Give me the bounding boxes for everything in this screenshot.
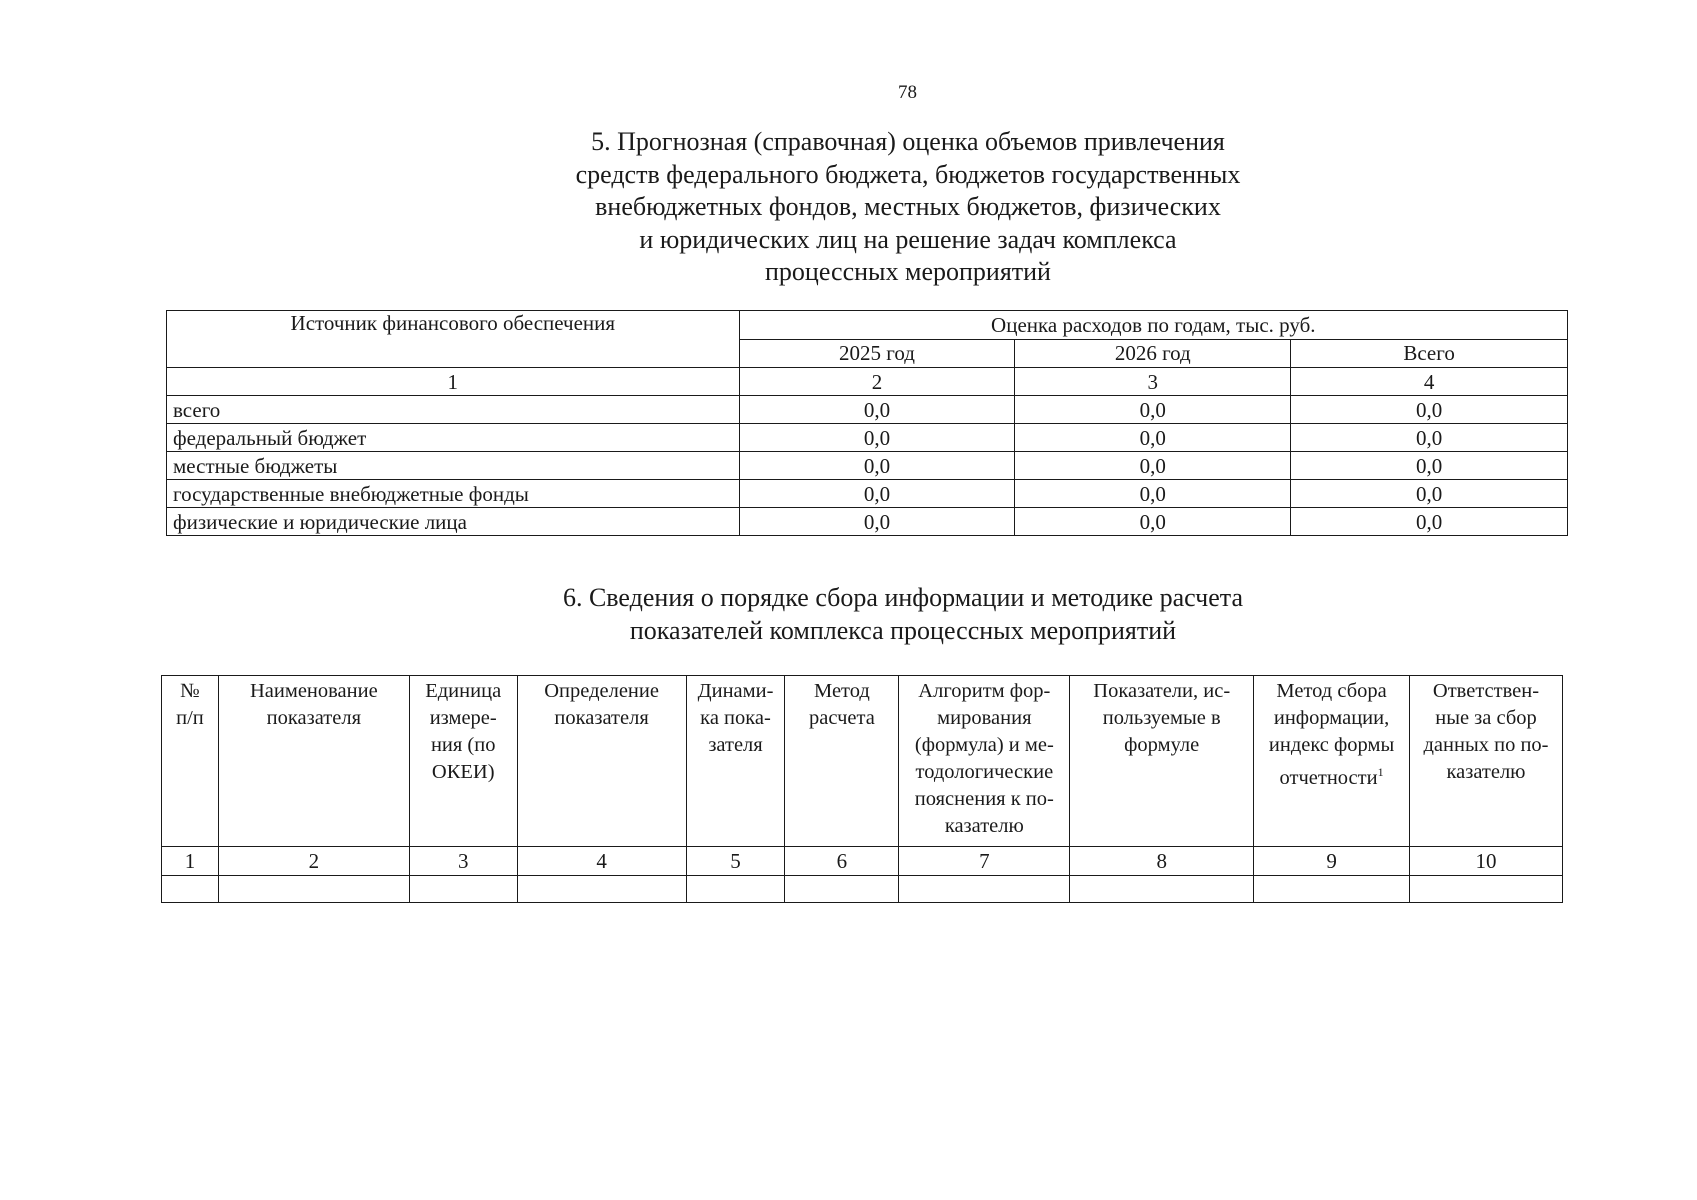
header-line: Метод сбора <box>1276 680 1387 702</box>
header-unit <box>409 676 517 847</box>
section-5-title-line: 5. Прогнозная (справочная) оценка объемов привлечения <box>591 127 1225 156</box>
header-line: (формула) и ме- <box>914 734 1054 756</box>
column-number: 4 <box>1291 368 1568 396</box>
table-row <box>167 452 1568 480</box>
table-header-row <box>162 676 1563 847</box>
header-line: Ответствен- <box>1432 680 1540 702</box>
header-total: Всего <box>1291 339 1568 368</box>
value-cell: 0,0 <box>1291 508 1568 536</box>
column-number-row <box>167 368 1568 396</box>
header-collection-method <box>1254 676 1410 847</box>
source-cell: местные бюджеты <box>167 452 740 480</box>
header-line: зателя <box>708 734 763 756</box>
empty-cell <box>1070 876 1254 903</box>
section-6-title-line: показателей комплекса процессных мероприятий <box>629 615 1177 645</box>
header-line: информации, <box>1273 707 1390 729</box>
header-year: 2025 год <box>739 339 1015 368</box>
methodology-table <box>161 675 1563 903</box>
header-line: казателю <box>944 815 1024 837</box>
section-5-title-line: и юридических лиц на решение задач комплекса <box>639 224 1177 254</box>
value-cell: 0,0 <box>739 424 1015 452</box>
column-number: 10 <box>1410 847 1563 876</box>
section-5-title-line: внебюджетных фондов, местных бюджетов, физических <box>595 192 1221 221</box>
footnote-mark: 1 <box>1377 765 1384 779</box>
column-number: 8 <box>1070 847 1254 876</box>
header-line: Показатели, ис- <box>1093 680 1231 702</box>
header-line: ния (по <box>430 734 496 756</box>
header-line: данных по по- <box>1423 734 1549 756</box>
column-number: 7 <box>899 847 1070 876</box>
value-cell: 0,0 <box>1291 452 1568 480</box>
section-5-title-line: средств федерального бюджета, бюджетов государственных <box>575 159 1241 189</box>
column-number: 4 <box>517 847 686 876</box>
header-line: пояснения к по- <box>914 788 1054 810</box>
section-6-title-line: 6. Сведения о порядке сбора информации и методике расчета <box>562 583 1244 612</box>
funding-estimate-table <box>166 310 1568 536</box>
column-number: 9 <box>1254 847 1410 876</box>
table-header-row <box>167 311 1568 340</box>
value-cell: 0,0 <box>1015 480 1291 508</box>
header-line: формуле <box>1124 734 1200 756</box>
section-5-title <box>540 126 1276 289</box>
table-row <box>167 508 1568 536</box>
value-cell: 0,0 <box>1015 452 1291 480</box>
header-line: ОКЕИ) <box>431 761 495 783</box>
value-cell: 0,0 <box>1015 424 1291 452</box>
header-line: Наименование <box>249 680 378 702</box>
empty-cell <box>517 876 686 903</box>
header-calc-method <box>785 676 899 847</box>
table-row <box>167 396 1568 424</box>
source-cell: всего <box>167 396 740 424</box>
header-line: Алгоритм фор- <box>918 680 1051 702</box>
header-line: тодологические <box>915 761 1054 783</box>
header-formula-indicators <box>1070 676 1254 847</box>
header-estimate: Оценка расходов по годам, тыс. руб. <box>739 311 1567 340</box>
value-cell: 0,0 <box>1291 480 1568 508</box>
column-number-row <box>162 847 1563 876</box>
column-number: 2 <box>739 368 1015 396</box>
empty-cell <box>1254 876 1410 903</box>
empty-cell <box>218 876 409 903</box>
source-cell: физические и юридические лица <box>167 508 740 536</box>
table-row <box>162 876 1563 903</box>
value-cell: 0,0 <box>739 508 1015 536</box>
header-line: измере- <box>429 707 497 729</box>
header-year: 2026 год <box>1015 339 1291 368</box>
header-line: казателю <box>1446 761 1526 783</box>
column-number: 2 <box>218 847 409 876</box>
empty-cell <box>1410 876 1563 903</box>
header-definition <box>517 676 686 847</box>
value-cell: 0,0 <box>739 452 1015 480</box>
header-responsible <box>1410 676 1563 847</box>
header-line: Единица <box>425 680 502 702</box>
header-line: индекс формы <box>1268 734 1395 756</box>
header-line: показателя <box>554 707 649 729</box>
header-line: показателя <box>266 707 361 729</box>
header-indicator-name <box>218 676 409 847</box>
header-line: расчета <box>809 707 875 729</box>
header-dynamics <box>686 676 785 847</box>
value-cell: 0,0 <box>1015 396 1291 424</box>
table-row <box>167 480 1568 508</box>
column-number: 1 <box>167 368 740 396</box>
header-line: Динами- <box>697 680 774 702</box>
column-number: 3 <box>409 847 517 876</box>
value-cell: 0,0 <box>1015 508 1291 536</box>
table-row <box>167 424 1568 452</box>
empty-cell <box>162 876 219 903</box>
empty-cell <box>899 876 1070 903</box>
header-line: ка пока- <box>700 707 771 729</box>
header-source: Источник финансового обеспечения <box>167 311 740 368</box>
value-cell: 0,0 <box>739 396 1015 424</box>
empty-cell <box>686 876 785 903</box>
section-6-title <box>520 582 1286 647</box>
header-algorithm <box>899 676 1070 847</box>
column-number: 3 <box>1015 368 1291 396</box>
header-line: п/п <box>176 707 204 729</box>
header-line: пользуемые в <box>1102 707 1221 729</box>
header-line: № <box>180 680 200 702</box>
empty-cell <box>785 876 899 903</box>
source-cell: государственные внебюджетные фонды <box>167 480 740 508</box>
section-5-title-line: процессных мероприятий <box>765 257 1051 286</box>
header-line: Метод <box>814 680 870 702</box>
value-cell: 0,0 <box>1291 396 1568 424</box>
column-number: 1 <box>162 847 219 876</box>
header-line: Определение <box>544 680 659 702</box>
empty-cell <box>409 876 517 903</box>
header-number <box>162 676 219 847</box>
column-number: 5 <box>686 847 785 876</box>
page-number: 78 <box>898 82 917 103</box>
value-cell: 0,0 <box>739 480 1015 508</box>
header-line <box>1255 759 1408 792</box>
header-line: мирования <box>937 707 1032 729</box>
header-line: ные за сбор <box>1435 707 1537 729</box>
value-cell: 0,0 <box>1291 424 1568 452</box>
source-cell: федеральный бюджет <box>167 424 740 452</box>
column-number: 6 <box>785 847 899 876</box>
header-line-text: отчетности <box>1279 766 1378 789</box>
